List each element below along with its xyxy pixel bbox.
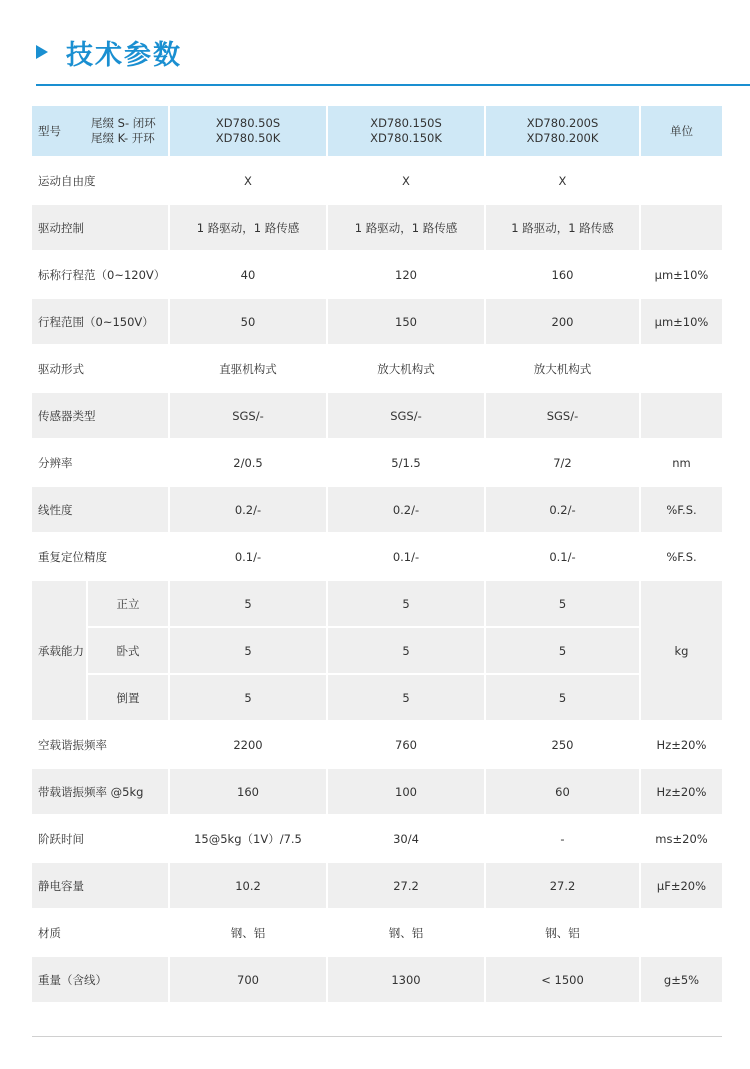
row-label: 线性度	[32, 486, 169, 533]
row-label: 运动自由度	[32, 157, 169, 204]
suffix-legend	[87, 105, 169, 157]
cell-value: 5	[169, 580, 327, 627]
header-rule	[36, 84, 750, 86]
cell-value: 5/1.5	[327, 439, 485, 486]
cell-value: 5	[485, 674, 640, 721]
cell-value: 2200	[169, 721, 327, 768]
load-sublabel: 正立	[87, 580, 169, 627]
cell-value: 40	[169, 251, 327, 298]
model-name-closed: XD780.150S	[370, 116, 442, 130]
cell-value: 150	[327, 298, 485, 345]
cell-value: SGS/-	[327, 392, 485, 439]
cell-unit	[640, 392, 722, 439]
cell-value: 5	[169, 674, 327, 721]
cell-unit: Hz±20%	[640, 721, 722, 768]
table-header-row	[32, 105, 722, 157]
load-row	[32, 627, 722, 674]
row-label: 标称行程范（0~120V）	[32, 251, 169, 298]
section-title: 技术参数	[66, 39, 182, 71]
cell-value: 200	[485, 298, 640, 345]
row-label: 传感器类型	[32, 392, 169, 439]
row-label: 阶跃时间	[32, 815, 169, 862]
load-unit: kg	[640, 580, 722, 721]
table-row	[32, 862, 722, 909]
cell-value: 50	[169, 298, 327, 345]
cell-value: 7/2	[485, 439, 640, 486]
cell-value: 1 路驱动，1 路传感	[169, 204, 327, 251]
load-sublabel: 倒置	[87, 674, 169, 721]
cell-value: 1 路驱动，1 路传感	[485, 204, 640, 251]
table-row	[32, 345, 722, 392]
cell-value: 放大机构式	[485, 345, 640, 392]
cell-value: X	[327, 157, 485, 204]
cell-value: 钢、铝	[327, 909, 485, 956]
row-label: 空载谐振频率	[32, 721, 169, 768]
cell-value: 5	[327, 580, 485, 627]
row-label: 重复定位精度	[32, 533, 169, 580]
suffix-closed: 尾缀 S- 闭环	[91, 116, 156, 130]
cell-value: 100	[327, 768, 485, 815]
table-row	[32, 486, 722, 533]
table-row	[32, 956, 722, 1003]
table-row	[32, 204, 722, 251]
table-row	[32, 533, 722, 580]
cell-value: X	[169, 157, 327, 204]
row-label: 驱动形式	[32, 345, 169, 392]
table-row	[32, 909, 722, 956]
cell-value: 5	[485, 580, 640, 627]
cell-unit: μF±20%	[640, 862, 722, 909]
cell-value: 27.2	[327, 862, 485, 909]
suffix-open: 尾缀 K- 开环	[91, 131, 155, 145]
cell-unit: nm	[640, 439, 722, 486]
cell-value: X	[485, 157, 640, 204]
table-row	[32, 251, 722, 298]
table-row	[32, 768, 722, 815]
cell-unit: g±5%	[640, 956, 722, 1003]
cell-value: 760	[327, 721, 485, 768]
cell-value: 2/0.5	[169, 439, 327, 486]
cell-unit	[640, 345, 722, 392]
cell-value: 0.2/-	[169, 486, 327, 533]
cell-value: 700	[169, 956, 327, 1003]
cell-value: 250	[485, 721, 640, 768]
cell-value: 160	[485, 251, 640, 298]
cell-value: 15@5kg（1V）/7.5	[169, 815, 327, 862]
spec-table	[32, 104, 722, 1004]
cell-value: < 1500	[485, 956, 640, 1003]
cell-value: 30/4	[327, 815, 485, 862]
unit-header: 单位	[640, 105, 722, 157]
cell-value: 钢、铝	[485, 909, 640, 956]
model-name-closed: XD780.50S	[215, 116, 281, 130]
row-label: 静电容量	[32, 862, 169, 909]
load-sublabel: 卧式	[87, 627, 169, 674]
cell-value: 0.1/-	[169, 533, 327, 580]
table-row	[32, 439, 722, 486]
triangle-bullet-icon	[36, 45, 48, 59]
cell-value: 0.2/-	[327, 486, 485, 533]
table-row	[32, 815, 722, 862]
model-header	[485, 105, 640, 157]
cell-unit	[640, 204, 722, 251]
table-row	[32, 392, 722, 439]
row-label: 行程范围（0~150V）	[32, 298, 169, 345]
cell-value: 直驱机构式	[169, 345, 327, 392]
cell-unit: Hz±20%	[640, 768, 722, 815]
load-row	[32, 580, 722, 627]
model-name-open: XD780.50K	[215, 131, 281, 145]
row-label: 材质	[32, 909, 169, 956]
table-row	[32, 157, 722, 204]
cell-unit	[640, 909, 722, 956]
cell-value: 5	[169, 627, 327, 674]
row-label: 带载谐振频率 @5kg	[32, 768, 169, 815]
cell-value: 0.1/-	[485, 533, 640, 580]
cell-value: 放大机构式	[327, 345, 485, 392]
model-label: 型号	[32, 105, 87, 157]
cell-value: 1 路驱动，1 路传感	[327, 204, 485, 251]
cell-unit	[640, 157, 722, 204]
load-label: 承载能力	[32, 580, 87, 721]
cell-unit: ms±20%	[640, 815, 722, 862]
cell-unit: μm±10%	[640, 251, 722, 298]
cell-value: 5	[485, 627, 640, 674]
cell-value: 27.2	[485, 862, 640, 909]
table-bottom-rule	[32, 1036, 722, 1037]
cell-value: 钢、铝	[169, 909, 327, 956]
cell-value: 120	[327, 251, 485, 298]
model-name-open: XD780.200K	[526, 131, 599, 145]
model-name-open: XD780.150K	[370, 131, 442, 145]
load-row	[32, 674, 722, 721]
cell-value: SGS/-	[169, 392, 327, 439]
model-name-closed: XD780.200S	[526, 116, 599, 130]
table-row	[32, 721, 722, 768]
row-label: 分辨率	[32, 439, 169, 486]
cell-value: 10.2	[169, 862, 327, 909]
cell-value: 160	[169, 768, 327, 815]
model-header	[327, 105, 485, 157]
row-label: 驱动控制	[32, 204, 169, 251]
cell-value: 0.2/-	[485, 486, 640, 533]
cell-value: 1300	[327, 956, 485, 1003]
cell-unit: μm±10%	[640, 298, 722, 345]
cell-value: 0.1/-	[327, 533, 485, 580]
cell-unit: %F.S.	[640, 533, 722, 580]
cell-value: 60	[485, 768, 640, 815]
table-row	[32, 298, 722, 345]
row-label: 重量（含线）	[32, 956, 169, 1003]
model-header	[169, 105, 327, 157]
cell-value: 5	[327, 674, 485, 721]
cell-value: SGS/-	[485, 392, 640, 439]
cell-unit: %F.S.	[640, 486, 722, 533]
cell-value: -	[485, 815, 640, 862]
section-header	[36, 30, 182, 74]
cell-value: 5	[327, 627, 485, 674]
